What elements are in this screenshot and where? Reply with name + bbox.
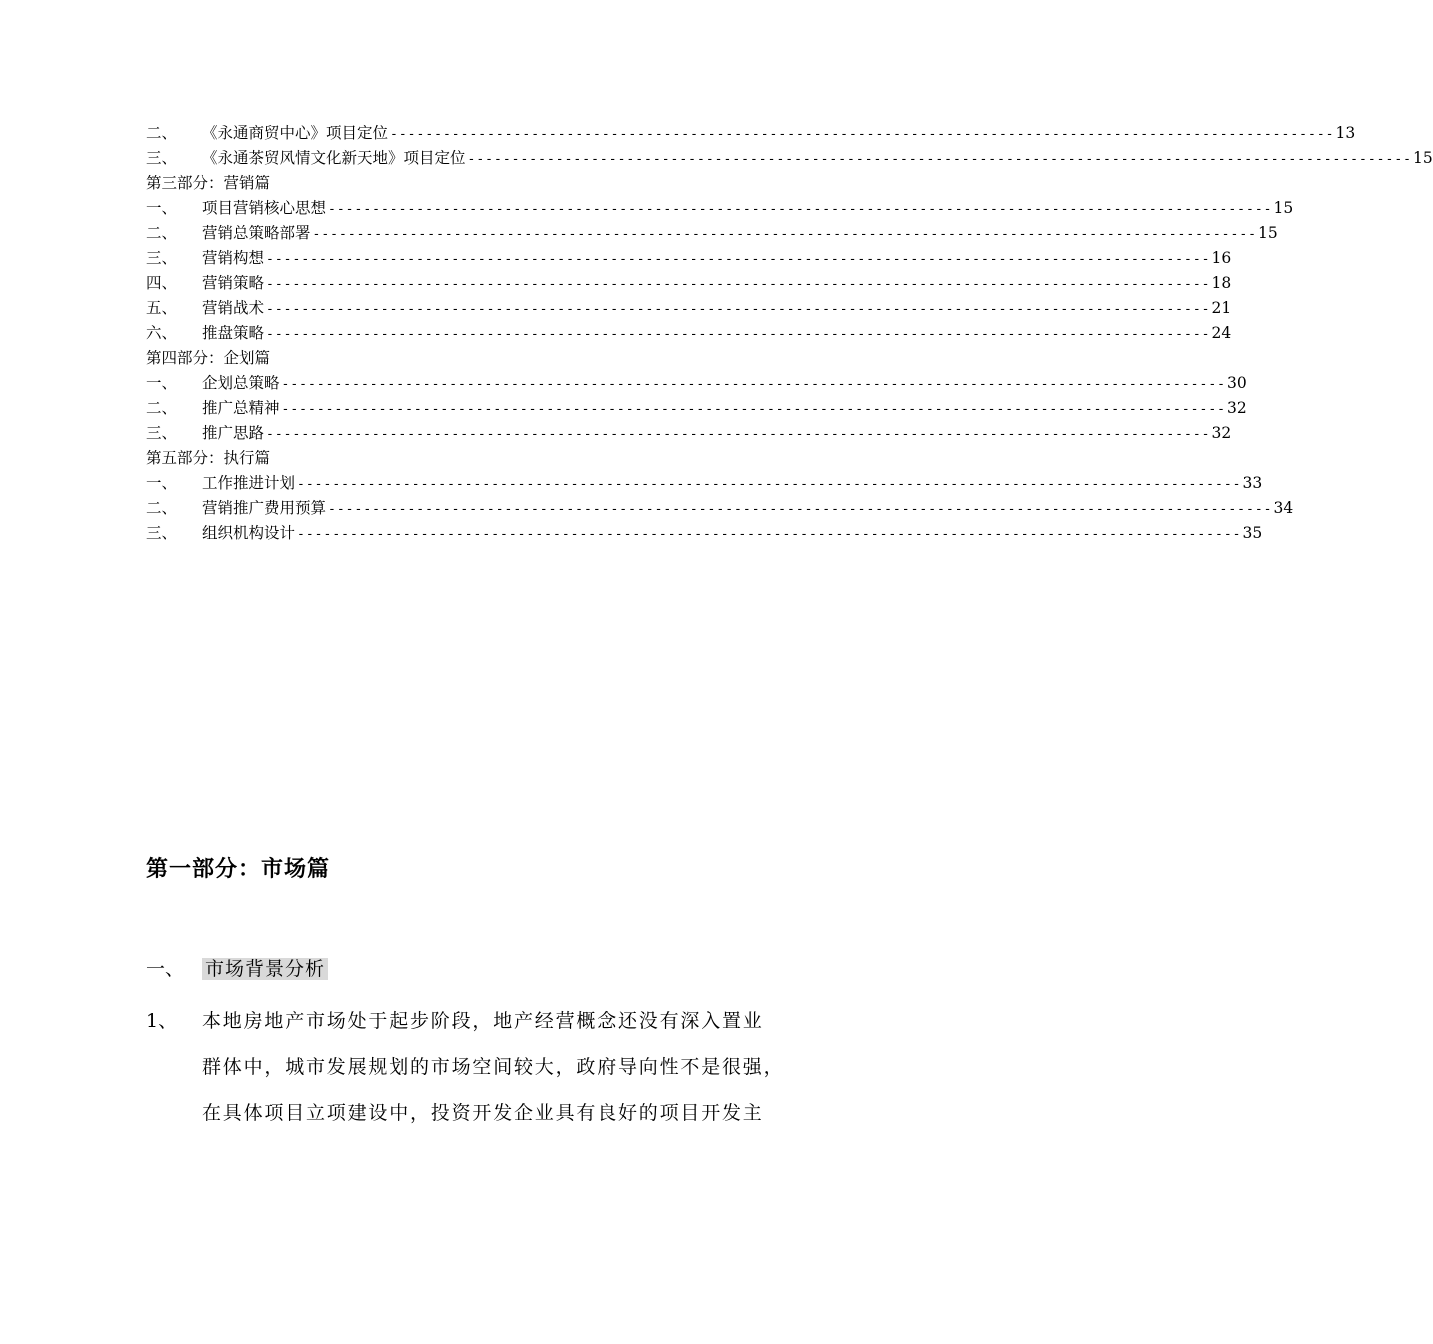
section-title: 第一部分：市场篇 (146, 857, 331, 882)
toc-page-number: 24 (1211, 324, 1232, 342)
toc-entry[interactable] (146, 246, 1232, 271)
toc-entry[interactable] (146, 221, 1278, 246)
toc-page-number: 32 (1211, 424, 1232, 442)
toc-entry-number: 一、 (146, 374, 178, 392)
toc-entry-title: 《永通茶贸风情文化新天地》项目定位 (202, 149, 466, 167)
subsection-title: 市场背景分析 (202, 958, 328, 980)
paragraph-number: 1、 (146, 1010, 178, 1032)
toc-entry-body (202, 371, 1247, 397)
toc-page-number: 15 (1257, 224, 1278, 242)
table-of-contents (146, 121, 1433, 546)
toc-page-number: 35 (1242, 524, 1263, 542)
toc-entry-number: 三、 (146, 524, 178, 542)
toc-entry-body (202, 471, 1263, 497)
toc-dot-leader: ----------------------------------------------------------------------------------------------------------- (467, 152, 1412, 167)
toc-entry-body (202, 496, 1294, 522)
toc-entry-body (202, 121, 1356, 147)
toc-entry-body (202, 271, 1232, 297)
toc-entry-number: 三、 (146, 149, 178, 167)
toc-dot-leader: ----------------------------------------------------------------------------------------------------------- (328, 202, 1273, 217)
subsection-number: 一、 (146, 958, 185, 980)
toc-entry-number: 三、 (146, 249, 178, 267)
toc-entry-title: 推盘策略 (202, 324, 265, 342)
toc-page-number: 34 (1273, 499, 1294, 517)
toc-entry-number: 二、 (146, 124, 178, 142)
toc-entry-title: 推广思路 (202, 424, 265, 442)
toc-page-number: 30 (1226, 374, 1247, 392)
toc-entry[interactable] (146, 521, 1263, 546)
toc-dot-leader: ----------------------------------------------------------------------------------------------------------- (328, 502, 1273, 517)
toc-entry-title: 《永通商贸中心》项目定位 (202, 124, 389, 142)
toc-entry-title: 营销策略 (202, 274, 265, 292)
toc-part-heading: 第五部分：执行篇 (146, 449, 271, 467)
toc-entry[interactable] (146, 396, 1247, 421)
toc-entry-body (202, 321, 1232, 347)
toc-page-number: 13 (1335, 124, 1356, 142)
toc-page-number: 33 (1242, 474, 1263, 492)
toc-dot-leader: ----------------------------------------------------------------------------------------------------------- (266, 302, 1211, 317)
toc-entry-title: 企划总策略 (202, 374, 280, 392)
toc-entry-number: 二、 (146, 499, 178, 517)
toc-entry[interactable] (146, 471, 1263, 496)
toc-dot-leader: ----------------------------------------------------------------------------------------------------------- (312, 227, 1257, 242)
body-paragraph (146, 1002, 836, 1140)
toc-dot-leader: ----------------------------------------------------------------------------------------------------------- (281, 402, 1226, 417)
toc-page-number: 16 (1211, 249, 1232, 267)
toc-entry-title: 营销总策略部署 (202, 224, 311, 242)
toc-entry-title: 项目营销核心思想 (202, 199, 327, 217)
toc-entry[interactable] (146, 146, 1433, 171)
toc-entry-number: 四、 (146, 274, 178, 292)
toc-entry-body (202, 221, 1278, 247)
toc-entry-body (202, 521, 1263, 547)
toc-page-number: 21 (1211, 299, 1232, 317)
toc-entry-title: 营销战术 (202, 299, 265, 317)
toc-entry[interactable] (146, 496, 1294, 521)
toc-dot-leader: ----------------------------------------------------------------------------------------------------------- (266, 277, 1211, 292)
toc-entry[interactable] (146, 271, 1232, 296)
toc-entry-number: 一、 (146, 199, 178, 217)
paragraph-line: 群体中，城市发展规划的市场空间较大，政府导向性不是很强， (202, 1056, 785, 1078)
toc-entry-body (202, 421, 1232, 447)
toc-entry[interactable] (146, 371, 1247, 396)
toc-entry-title: 组织机构设计 (202, 524, 296, 542)
subsection-heading (146, 952, 328, 986)
toc-entry-title: 营销构想 (202, 249, 265, 267)
toc-page-number: 32 (1226, 399, 1247, 417)
toc-dot-leader: ----------------------------------------------------------------------------------------------------------- (390, 127, 1335, 142)
toc-entry-body (202, 196, 1294, 222)
toc-part-heading: 第三部分：营销篇 (146, 174, 271, 192)
toc-entry-body (202, 146, 1433, 172)
toc-entry-number: 二、 (146, 399, 178, 417)
toc-entry-body (202, 396, 1247, 422)
toc-entry-number: 五、 (146, 299, 178, 317)
toc-dot-leader: ----------------------------------------------------------------------------------------------------------- (266, 427, 1211, 442)
toc-dot-leader: ----------------------------------------------------------------------------------------------------------- (297, 527, 1242, 542)
toc-entry-number: 六、 (146, 324, 178, 342)
toc-dot-leader: ----------------------------------------------------------------------------------------------------------- (266, 327, 1211, 342)
paragraph-line: 本地房地产市场处于起步阶段，地产经营概念还没有深入置业 (202, 1010, 764, 1032)
toc-entry[interactable] (146, 121, 1356, 146)
toc-page-number: 18 (1211, 274, 1232, 292)
toc-entry-title: 营销推广费用预算 (202, 499, 327, 517)
toc-entry-number: 三、 (146, 424, 178, 442)
toc-entry-number: 二、 (146, 224, 178, 242)
toc-entry-title: 推广总精神 (202, 399, 280, 417)
toc-entry-body (202, 296, 1232, 322)
toc-entry-body (202, 246, 1232, 272)
toc-entry-number: 一、 (146, 474, 178, 492)
toc-part-heading: 第四部分：企划篇 (146, 349, 271, 367)
toc-entry[interactable] (146, 321, 1232, 346)
toc-dot-leader: ----------------------------------------------------------------------------------------------------------- (297, 477, 1242, 492)
toc-dot-leader: ----------------------------------------------------------------------------------------------------------- (281, 377, 1226, 392)
toc-entry[interactable] (146, 296, 1232, 321)
toc-entry[interactable] (146, 196, 1294, 221)
toc-entry[interactable] (146, 421, 1232, 446)
toc-page-number: 15 (1412, 149, 1433, 167)
toc-dot-leader: ----------------------------------------------------------------------------------------------------------- (266, 252, 1211, 267)
paragraph-line: 在具体项目立项建设中，投资开发企业具有良好的项目开发主 (202, 1102, 764, 1124)
toc-entry-title: 工作推进计划 (202, 474, 296, 492)
toc-page-number: 15 (1273, 199, 1294, 217)
